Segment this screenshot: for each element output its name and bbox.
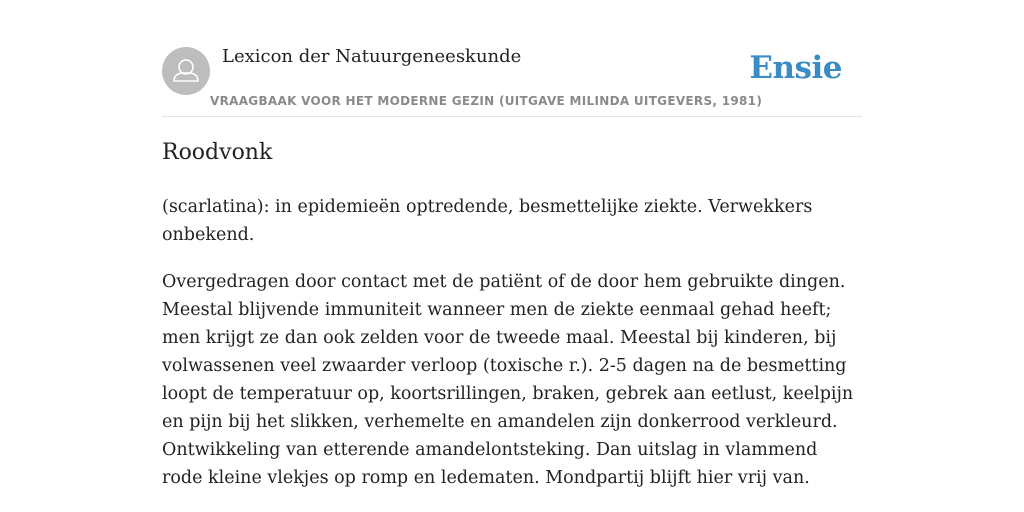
- source-header: [162, 0, 862, 117]
- ensie-logo[interactable]: Ensie: [749, 50, 842, 86]
- user-avatar-icon[interactable]: [162, 47, 210, 95]
- entry-paragraph: (scarlatina): in epidemieën optredende, besmettelijke ziekte. Verwekkers onbekend.: [162, 197, 813, 245]
- entry-card: [162, 0, 862, 488]
- source-subtitle: VRAAGBAAK VOOR HET MODERNE GEZIN (UITGAVE MILINDA UITGEVERS, 1981): [210, 94, 763, 108]
- entry-title: Roodvonk: [162, 140, 273, 165]
- entry-paragraph: Overgedragen door contact met de patiënt of de door hem gebruikte dingen. Meestal blijvende immuniteit wanneer men de ziekte eenmaal gehad heeft; men krijgt ze dan ook zelden voor de tweede maal. Meestal bij kinderen, bij volwassenen veel zwaarder verloop (toxische r.). 2-5 dagen na de besmetting loopt de temperatuur op, koortsrillingen, braken, gebrek aan eetlust, keelpijn en pijn bij het slikken, verhemelte en amandelen zijn donkerrood verkleurd. Ontwikkeling van etterende amandelontsteking. Dan uitslag in vlammend rode kleine vlekjes op romp en ledematen. Mondpartij blijft hier vrij van.: [162, 272, 854, 488]
- source-title[interactable]: Lexicon der Natuurgeneeskunde: [222, 46, 522, 67]
- entry-body: [162, 193, 862, 511]
